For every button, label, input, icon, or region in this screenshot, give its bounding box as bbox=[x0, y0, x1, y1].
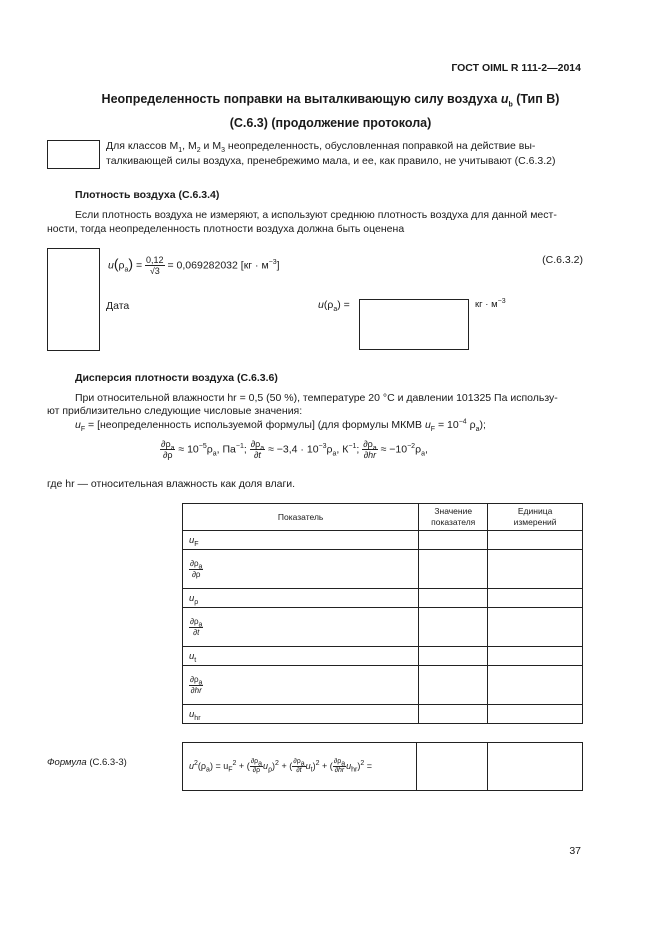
u-rho-rho: ρ bbox=[327, 299, 334, 311]
formula-label-text: Формула bbox=[47, 757, 87, 768]
u-rho-input-box[interactable] bbox=[359, 299, 469, 350]
formula-fraction: $\frac{0,12}{√3}$ bbox=[146, 255, 164, 276]
row-den: ∂t bbox=[193, 627, 200, 637]
deriv1-unit: , Па bbox=[216, 443, 236, 456]
row-symbol: u bbox=[189, 708, 195, 720]
uf-text-a: = [неопределенность используемой формулы] (для формулы МКМВ bbox=[85, 419, 425, 431]
dispersion-footnote: где hr — относительная влажность как доля влаги. bbox=[47, 478, 296, 490]
value-cell[interactable] bbox=[419, 531, 488, 550]
formula-value-cell[interactable] bbox=[417, 743, 488, 791]
deriv2-unit: , К bbox=[336, 443, 349, 456]
intro-part: неопределенность, обусловленная поправкой на действие вы- bbox=[224, 140, 536, 152]
formula-plus: + bbox=[238, 760, 245, 771]
unit-cell[interactable] bbox=[488, 608, 583, 647]
formula-table bbox=[182, 742, 583, 791]
table-header-parameter: Показатель bbox=[183, 504, 419, 531]
dispersion-text-2: ют приблизительно следующие числовые значения: bbox=[47, 405, 303, 417]
formula-den: 3 bbox=[154, 266, 160, 276]
table-header-value bbox=[419, 504, 488, 531]
row-symbol: u bbox=[189, 592, 195, 604]
u-rho-unit-text: кг · м bbox=[475, 299, 498, 310]
unit-cell[interactable] bbox=[488, 550, 583, 589]
row-sub: t bbox=[194, 656, 197, 664]
unit-cell[interactable] bbox=[488, 589, 583, 608]
title-sub: b bbox=[508, 101, 513, 109]
formula-eq: = u bbox=[215, 760, 229, 771]
uf-definition: $u_F$ = [неопределенность используемой формулы] (для формулы МКМВ $u_F = 10^{-4}$ $\rho_a$); bbox=[75, 418, 486, 434]
density-heading: Плотность воздуха (C.6.3.4) bbox=[75, 189, 220, 201]
density-text-1: Если плотность воздуха не измеряют, а используют среднюю плотность воздуха для данной мест- bbox=[75, 209, 557, 221]
row-label bbox=[183, 589, 419, 608]
row-num-sub: a bbox=[198, 679, 203, 687]
page-number: 37 bbox=[569, 845, 581, 857]
unit-cell[interactable] bbox=[488, 705, 583, 724]
row-num: ∂ρ bbox=[190, 558, 199, 568]
table-header-unit-l2: измерений bbox=[513, 517, 557, 527]
unit-cell[interactable] bbox=[488, 531, 583, 550]
density-formula-ref: (C.6.3.2) bbox=[542, 254, 583, 266]
formula-rho-sub: a bbox=[124, 266, 129, 274]
title-symbol: u bbox=[500, 92, 509, 106]
row-label bbox=[183, 550, 419, 589]
row-label bbox=[183, 608, 419, 647]
intro-line2: талкивающей силы воздуха, пренебрежимо мала, и ее, как правило, не учитывают (C.6.3.2) bbox=[106, 155, 556, 167]
table-header-value-l1: Значение bbox=[434, 506, 473, 516]
formula-lhs: u bbox=[189, 760, 195, 771]
formula-rho: ρ bbox=[118, 259, 125, 272]
row-num: ∂ρ bbox=[190, 616, 199, 626]
formula-close: ] bbox=[276, 259, 280, 272]
formula-label bbox=[47, 757, 127, 768]
formula-label-ref: (C.6.3-3) bbox=[86, 757, 127, 768]
value-cell[interactable] bbox=[419, 705, 488, 724]
unit-cell[interactable] bbox=[488, 647, 583, 666]
formula-plus: + bbox=[281, 760, 287, 771]
uf-exp: −4 bbox=[458, 418, 467, 426]
u-rho-unit bbox=[475, 299, 506, 310]
dispersion-text-1: При относительной влажности hr = 0,5 (50 %), температуре 20 °C и давлении 101325 Па использу- bbox=[75, 392, 558, 404]
deriv1-tail: ρ bbox=[206, 443, 213, 456]
table-row bbox=[183, 666, 583, 705]
table-row bbox=[183, 705, 583, 724]
intro-text bbox=[106, 139, 586, 169]
table-row bbox=[183, 608, 583, 647]
deriv3-val: ≈ −10 bbox=[380, 443, 408, 456]
u-rho-u: u bbox=[318, 299, 324, 311]
row-label bbox=[183, 647, 419, 666]
table-row bbox=[183, 647, 583, 666]
deriv2-unit-exp: −1 bbox=[348, 442, 357, 450]
row-label bbox=[183, 705, 419, 724]
page-title bbox=[0, 92, 661, 109]
table-header-unit-l1: Единица bbox=[517, 506, 553, 516]
formula-eq-sup: 2 bbox=[232, 759, 237, 767]
table-row bbox=[183, 550, 583, 589]
deriv-frac-p: $\frac{\partial\rho_a}{\partial\rho}$ bbox=[161, 439, 175, 460]
value-cell[interactable] bbox=[419, 589, 488, 608]
u-rho-unit-exp: −3 bbox=[497, 297, 506, 305]
unit-cell[interactable] bbox=[488, 666, 583, 705]
row-num-sub: a bbox=[198, 563, 203, 571]
table-header-unit bbox=[488, 504, 583, 531]
table-row bbox=[183, 589, 583, 608]
parameters-table bbox=[182, 503, 583, 724]
formula-exp: −3 bbox=[268, 258, 277, 266]
date-label: Дата bbox=[106, 300, 130, 312]
deriv2-val: ≈ −3,4 · 10 bbox=[268, 443, 319, 456]
row-num: ∂ρ bbox=[190, 674, 199, 684]
intro-part: Для классов M bbox=[106, 140, 179, 152]
row-symbol: u bbox=[189, 534, 195, 546]
intro-sub: 2 bbox=[196, 147, 201, 155]
formula-eq-sub: F bbox=[228, 766, 233, 774]
table-header-value-l2: показателя bbox=[431, 517, 476, 527]
intro-sub: 1 bbox=[178, 147, 183, 155]
value-cell[interactable] bbox=[419, 550, 488, 589]
deriv-frac-t: $\frac{\partial\rho_a}{\partial t}$ bbox=[250, 439, 265, 460]
deriv1-unit-exp: −1 bbox=[235, 442, 244, 450]
formula-unit-cell[interactable] bbox=[487, 743, 582, 791]
table-row bbox=[183, 531, 583, 550]
value-cell[interactable] bbox=[419, 666, 488, 705]
formula-u: u bbox=[108, 259, 114, 272]
deriv3-exp: −2 bbox=[407, 442, 416, 450]
deriv2-exp: −3 bbox=[318, 442, 327, 450]
derivatives-line: $\frac{\partial\rho_a}{\partial\rho}$ ≈ $10^{-5}\rho_a$, $Па^{-1}$; $\frac{\partial\rho_a}{\partial t}$ ≈ $-3,4 \cdot 10^{-3}\rho_a$, $К^{-1}$; $\frac{\partial\rho_a}{\partial hr}$ ≈ $-10^{-2}\rho_a$, bbox=[161, 439, 428, 460]
intro-part: , M bbox=[182, 140, 197, 152]
density-checkbox-2[interactable] bbox=[47, 299, 100, 351]
title-suffix: (Тип B) bbox=[512, 92, 560, 106]
formula-plus: + bbox=[321, 760, 328, 771]
row-den: ∂hr bbox=[190, 685, 202, 695]
uf-text-b: = 10 bbox=[435, 419, 459, 431]
row-num-sub: a bbox=[198, 621, 203, 629]
row-label bbox=[183, 666, 419, 705]
formula-tail: = bbox=[366, 760, 373, 771]
u-rho-eq: ) = bbox=[337, 299, 350, 311]
formula-num: 0,12 bbox=[146, 255, 164, 265]
formula-cell: $u^2(\rho_a) = u_F^2$ + ( $\frac{\partial\rho_a}{\partial\rho}$ $u_\rho)^2$ + ( $\frac{\partial\rho_a}{\partial t}$ $u_t)^2$ + ( $\frac{\partial\rho_a}{\partial hr}$ $u_{hr})^2$ = bbox=[183, 743, 417, 791]
density-checkbox-1[interactable] bbox=[47, 248, 100, 300]
value-cell[interactable] bbox=[419, 647, 488, 666]
intro-checkbox[interactable] bbox=[47, 140, 100, 169]
formula-result: = 0,069282032 [кг · м bbox=[167, 259, 269, 272]
title-text: Неопределенность поправки на выталкивающую силу воздуха bbox=[101, 92, 501, 106]
standard-header: ГОСТ OIML R 111-2—2014 bbox=[451, 62, 581, 74]
value-cell[interactable] bbox=[419, 608, 488, 647]
uf-text-d: ); bbox=[479, 419, 486, 431]
deriv1-val: ≈ 10 bbox=[178, 443, 199, 456]
dispersion-heading: Дисперсия плотности воздуха (C.6.3.6) bbox=[75, 372, 278, 384]
density-text-2: ности, тогда неопределенность плотности воздуха должна быть оценена bbox=[47, 223, 405, 235]
row-sub: F bbox=[194, 540, 199, 548]
row-den: ∂ρ bbox=[191, 569, 201, 579]
uf-text-c: ρ bbox=[466, 419, 476, 431]
deriv1-exp: −5 bbox=[198, 442, 207, 450]
intro-part: и M bbox=[200, 140, 222, 152]
row-label bbox=[183, 531, 419, 550]
u-rho-label: $u(\rho_a)$ = bbox=[318, 299, 350, 314]
u-rho-sub: a bbox=[333, 306, 338, 314]
intro-sub: 3 bbox=[221, 147, 225, 155]
row-sub: ρ bbox=[194, 598, 199, 606]
row-symbol: u bbox=[189, 650, 195, 662]
deriv-frac-hr: $\frac{\partial\rho_a}{\partial hr}$ bbox=[363, 439, 377, 460]
density-formula: $u(\rho_a)$ = $\frac{0,12}{√3}$ = 0,069282032 $[кг \cdot м^{-3}]$ bbox=[108, 255, 280, 276]
row-sub: hr bbox=[194, 714, 201, 722]
page-subtitle: (C.6.3) (продолжение протокола) bbox=[229, 116, 432, 130]
